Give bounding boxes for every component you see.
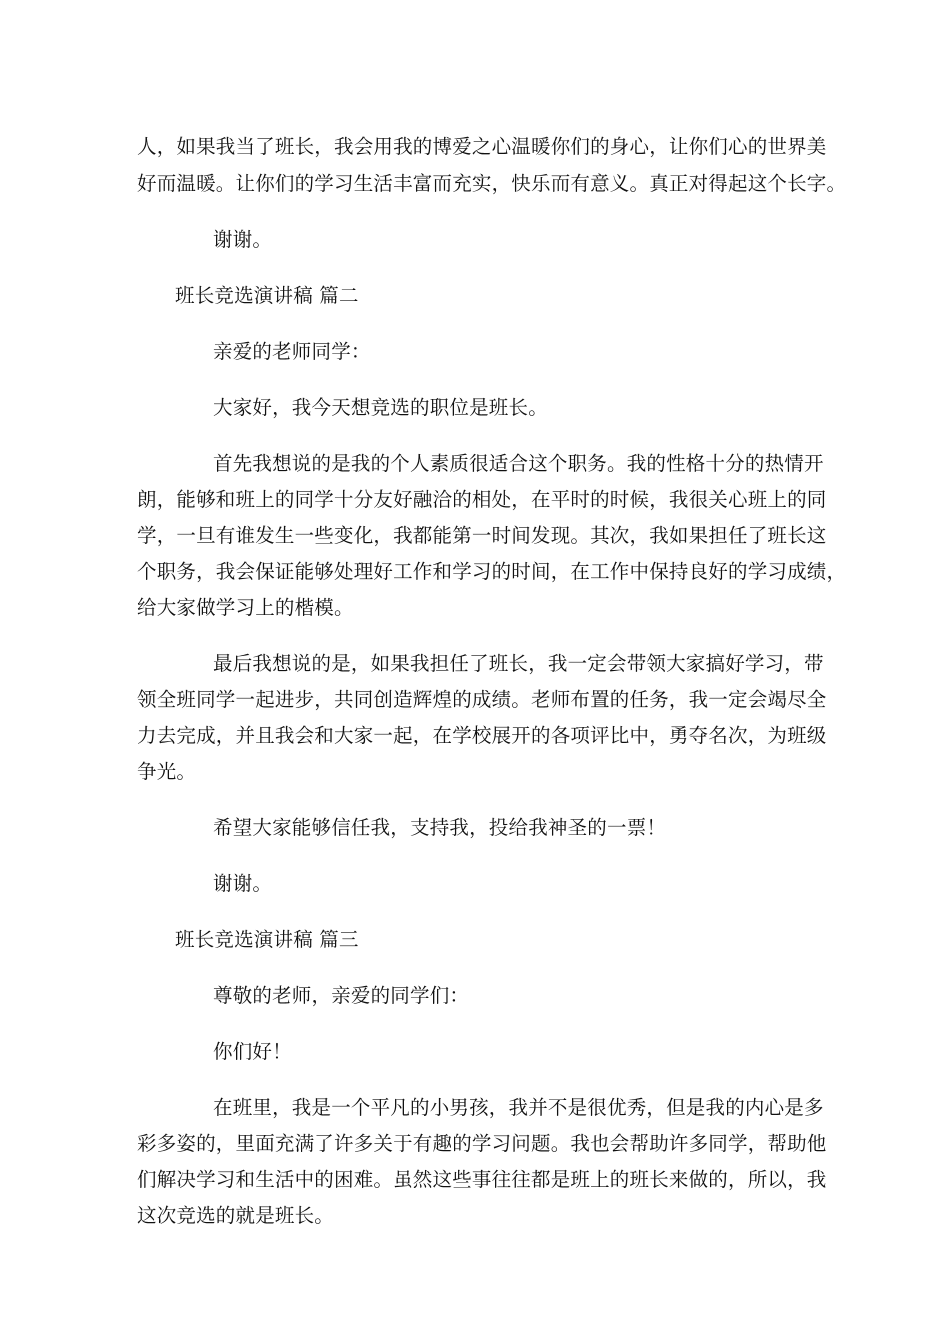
greeting-text: 你们好！ bbox=[213, 1040, 292, 1063]
text-line: 学，一旦有谁发生一些变化，我都能第一时间发现。其次，我如果担任了班长这 bbox=[137, 524, 827, 547]
text-line: 人，如果我当了班长，我会用我的博爱之心温暖你们的身心，让你们心的世界美 bbox=[137, 135, 827, 158]
thanks-text: 谢谢。 bbox=[213, 228, 273, 251]
text-line: 个职务，我会保证能够处理好工作和学习的时间，在工作中保持良好的学习成绩， bbox=[137, 560, 847, 583]
text-line: 首先我想说的是我的个人素质很适合这个职务。我的性格十分的热情开 bbox=[213, 452, 824, 475]
text-line: 们解决学习和生活中的困难。虽然这些事往往都是班上的班长来做的，所以，我 bbox=[137, 1168, 827, 1191]
text-line: 给大家做学习上的楷模。 bbox=[137, 596, 354, 619]
text-line: 朗，能够和班上的同学十分友好融洽的相处，在平时的时候，我很关心班上的同 bbox=[137, 488, 827, 511]
salutation-text: 亲爱的老师同学： bbox=[213, 340, 371, 363]
text-line: 彩多姿的，里面充满了许多关于有趣的学习问题。我也会帮助许多同学，帮助他 bbox=[137, 1132, 827, 1155]
section-heading: 班长竞选演讲稿 篇二 bbox=[175, 284, 359, 307]
hope-text: 希望大家能够信任我，支持我，投给我神圣的一票！ bbox=[213, 816, 667, 839]
text-line: 好而温暖。让你们的学习生活丰富而充实，快乐而有意义。真正对得起这个长字。 bbox=[137, 172, 847, 195]
text-line: 争光。 bbox=[137, 760, 197, 783]
text-line: 领全班同学一起进步，共同创造辉煌的成绩。老师布置的任务，我一定会竭尽全 bbox=[137, 688, 827, 711]
text-line: 这次竞选的就是班长。 bbox=[137, 1204, 335, 1227]
thanks-text: 谢谢。 bbox=[213, 872, 273, 895]
section-heading: 班长竞选演讲稿 篇三 bbox=[175, 928, 359, 951]
text-line: 在班里，我是一个平凡的小男孩，我并不是很优秀，但是我的内心是多 bbox=[213, 1096, 824, 1119]
text-line: 力去完成，并且我会和大家一起，在学校展开的各项评比中，勇夺名次，为班级 bbox=[137, 724, 827, 747]
salutation-text: 尊敬的老师，亲爱的同学们： bbox=[213, 984, 470, 1007]
text-line: 最后我想说的是，如果我担任了班长，我一定会带领大家搞好学习，带 bbox=[213, 652, 824, 675]
greeting-text: 大家好，我今天想竞选的职位是班长。 bbox=[213, 396, 548, 419]
